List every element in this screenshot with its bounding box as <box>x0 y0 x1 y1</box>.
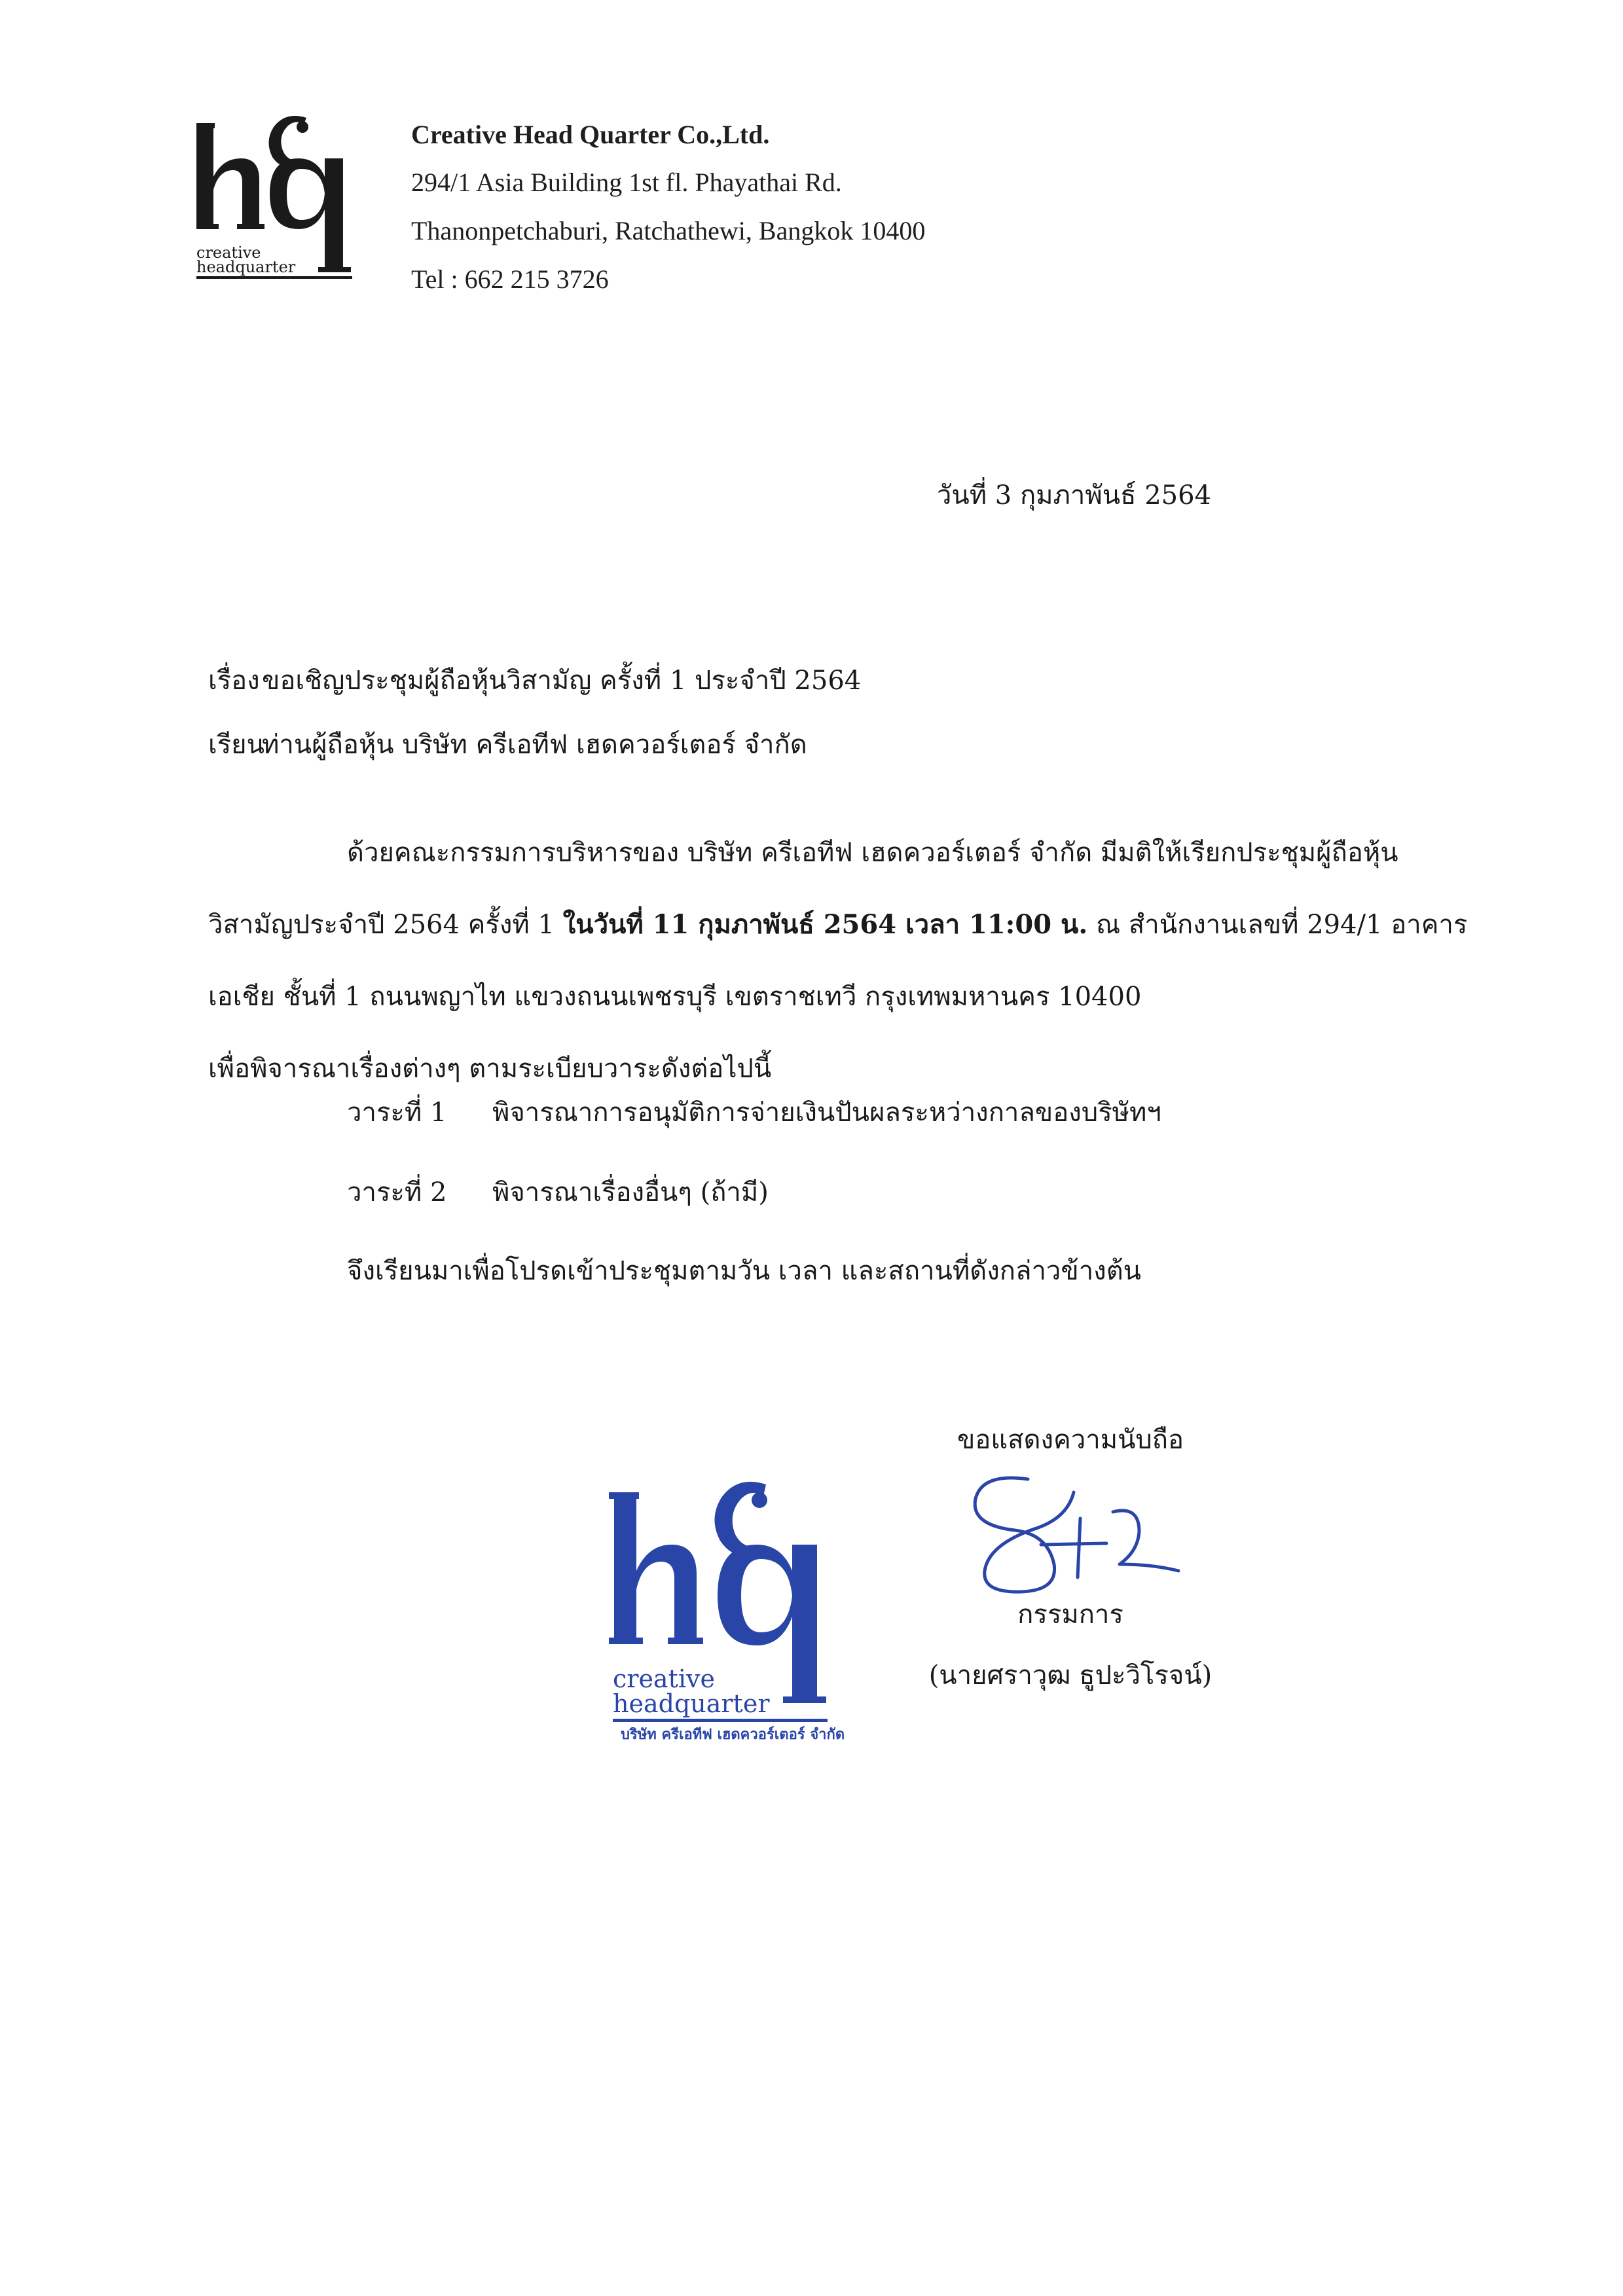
signer-name: (นายศราวุฒ ธูปะวิโรจน์) <box>928 1660 1213 1691</box>
hcq-logo-icon <box>196 98 367 295</box>
agenda-text: พิจารณาการอนุมัติการจ่ายเงินปันผลระหว่างกาลของบริษัทฯ <box>492 1098 1161 1128</box>
recipient-line <box>208 722 807 768</box>
handwritten-signature <box>943 1466 1192 1597</box>
body-line-1: ด้วยคณะกรรมการบริหารของ บริษัท ครีเอทีฟ เฮดควอร์เตอร์ จำกัด มีมติให้เรียกประชุมผู้ถือหุ้น <box>347 838 1398 868</box>
stamp-caption: บริษัท ครีเอทีฟ เฮดควอร์เตอร์ จำกัด <box>621 1727 845 1743</box>
subject-label: เรื่อง <box>208 666 260 696</box>
recipient-text: ท่านผู้ถือหุ้น บริษัท ครีเอทีฟ เฮดควอร์เตอร์ จำกัด <box>262 730 807 760</box>
company-address-block <box>411 111 1197 304</box>
svg-text:creative: creative <box>196 243 261 262</box>
svg-text:creative: creative <box>613 1664 715 1693</box>
letter-date: วันที่ 3 กุมภาพันธ์ 2564 <box>936 480 1211 511</box>
subject-text: ขอเชิญประชุมผู้ถือหุ้นวิสามัญ ครั้งที่ 1 ประจำปี 2564 <box>262 666 862 696</box>
closing-sentence: จึงเรียนมาเพื่อโปรดเข้าประชุมตามวัน เวลา และสถานที่ดังกล่าวข้างต้น <box>347 1256 1142 1286</box>
body-line-4: เพื่อพิจารณาเรื่องต่างๆ ตามระเบียบวาระดังต่อไปนี้ <box>208 1054 772 1084</box>
address-line-2: Thanonpetchaburi, Ratchathewi, Bangkok 10400 <box>411 216 926 245</box>
telephone: Tel : 662 215 3726 <box>411 264 609 294</box>
agenda-text: พิจารณาเรื่องอื่นๆ (ถ้ามี) <box>492 1177 769 1208</box>
svg-text:headquarter: headquarter <box>196 258 296 276</box>
recipient-label: เรียน <box>208 730 264 760</box>
body-line-2: วิสามัญประจำปี 2564 ครั้งที่ 1 ในวันที่ 11 กุมภาพันธ์ 2564 เวลา 11:00 น. ณ สำนักงานเลขที่ 294/1 อาคาร <box>208 909 1468 940</box>
agenda-number: วาระที่ 2 <box>347 1177 447 1208</box>
company-name: Creative Head Quarter Co.,Ltd. <box>411 120 770 149</box>
body-paragraph <box>208 817 1468 1105</box>
signoff: ขอแสดงความนับถือ <box>957 1425 1184 1455</box>
body-line-3: เอเชีย ชั้นที่ 1 ถนนพญาไท แขวงถนนเพชรบุรี เขตราชเทวี กรุงเทพมหานคร 10400 <box>208 982 1142 1012</box>
signer-title: กรรมการ <box>1017 1600 1123 1630</box>
agenda-number: วาระที่ 1 <box>347 1098 447 1128</box>
svg-text:headquarter: headquarter <box>613 1689 770 1718</box>
address-line-1: 294/1 Asia Building 1st fl. Phayathai Rd. <box>411 168 842 197</box>
meeting-date-time: ในวันที่ 11 กุมภาพันธ์ 2564 เวลา 11:00 น. <box>562 909 1088 940</box>
agenda-item <box>347 1090 1161 1136</box>
agenda-item <box>347 1170 769 1215</box>
subject-line <box>208 658 861 704</box>
